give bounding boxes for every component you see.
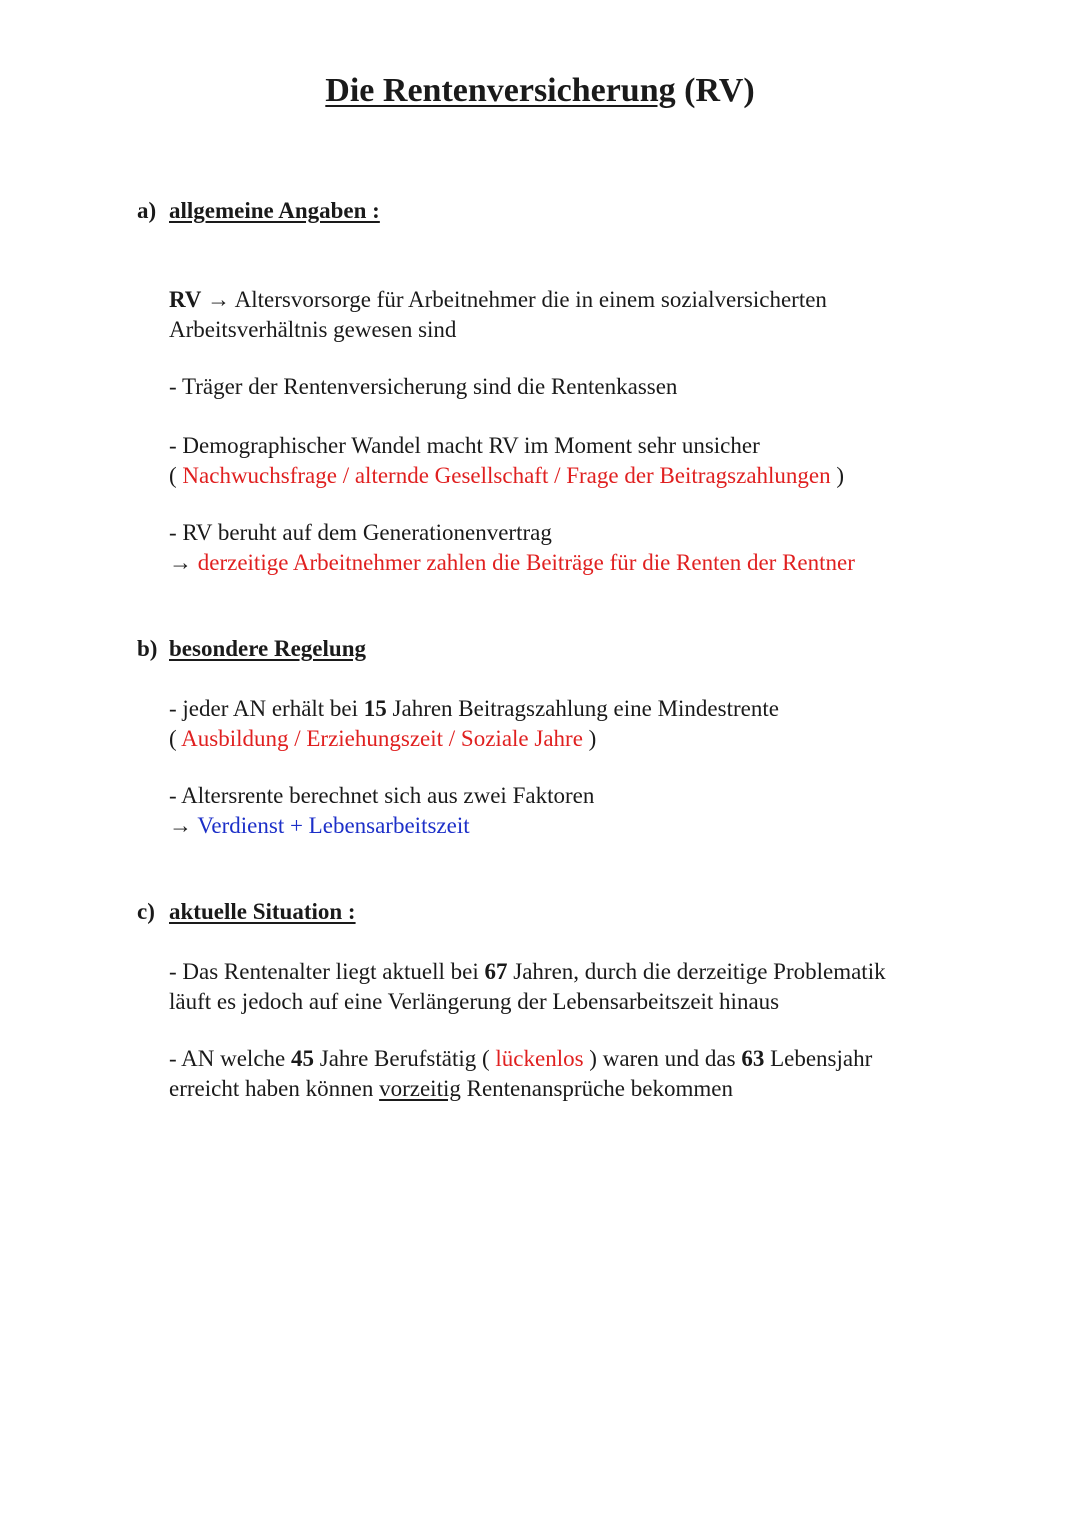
- an-detail: lückenlos: [495, 1046, 584, 1071]
- section-a-heading: [137, 198, 380, 224]
- wandel-line: - Demographischer Wandel macht RV im Moment sehr unsicher: [169, 433, 760, 458]
- an-years: 45: [291, 1046, 314, 1071]
- generationen-line: - RV beruht auf dem Generationenvertrag: [169, 520, 552, 545]
- vorzeitig-word: vorzeitig: [379, 1075, 461, 1101]
- mindestrente-block: - jeder AN erhält bei 15 Jahren Beitragszahlung eine Mindestrente ( Ausbildung / Erziehungszeit / Soziale Jahre ): [169, 696, 779, 751]
- rentenalter-years: 67: [484, 959, 508, 984]
- arrow-icon: →: [169, 812, 198, 838]
- rv-definition: [169, 285, 989, 344]
- arrow-icon: →: [207, 287, 231, 312]
- rv-definition-line2: Arbeitsverhältnis gewesen sind: [169, 316, 457, 342]
- page-title-main: Die Rentenversicherung: [325, 72, 676, 109]
- an-age: 63: [741, 1046, 765, 1071]
- arrow-icon: →: [169, 549, 198, 575]
- section-a-letter: a): [137, 198, 157, 223]
- rentenalter-block: - Das Rentenalter liegt aktuell bei 67 Jahren, durch die derzeitige Problematik läuft es jedoch auf eine Verlängerung der Lebensarbeitszeit hinaus: [169, 959, 886, 1014]
- generationen-block: [169, 518, 989, 577]
- generationen-detail: derzeitige Arbeitnehmer zahlen die Beiträge für die Renten der Rentner: [197, 549, 855, 575]
- section-b-heading: [137, 636, 366, 662]
- wandel-detail: Nachwuchsfrage / alternde Gesellschaft / Frage der Beitragszahlungen: [182, 462, 831, 488]
- altersrente-block: [169, 781, 989, 840]
- rv-definition-text: Altersvorsorge für Arbeitnehmer die in einem sozialversicherten: [230, 287, 827, 312]
- altersrente-line: - Altersrente berechnet sich aus zwei Faktoren: [169, 783, 595, 808]
- mindest-years: 15: [363, 696, 387, 721]
- mindest-detail: Ausbildung / Erziehungszeit / Soziale Jahre: [181, 725, 583, 751]
- section-b-letter: b): [137, 636, 158, 661]
- section-c-title: aktuelle Situation :: [169, 899, 356, 924]
- traeger-line: - Träger der Rentenversicherung sind die Rentenkassen: [169, 374, 678, 399]
- section-c-letter: c): [137, 899, 155, 924]
- page-title: [0, 72, 1080, 110]
- altersrente-detail: Verdienst + Lebensarbeitszeit: [197, 812, 470, 838]
- wandel-block: - Demographischer Wandel macht RV im Moment sehr unsicher ( Nachwuchsfrage / alternde Gesellschaft / Frage der Beitragszahlungen ): [169, 433, 845, 488]
- vorzeitig-block: - AN welche 45 Jahre Berufstätig ( lückenlos ) waren und das 63 Lebensjahr erreicht haben können vorzeitig Rentenansprüche bekommen: [169, 1046, 873, 1101]
- page-title-suffix: (RV): [684, 72, 755, 109]
- rv-abbrev: RV: [169, 287, 202, 312]
- section-c-heading: [137, 899, 356, 925]
- section-b-title: besondere Regelung: [169, 636, 366, 661]
- section-a-title: allgemeine Angaben :: [169, 198, 380, 223]
